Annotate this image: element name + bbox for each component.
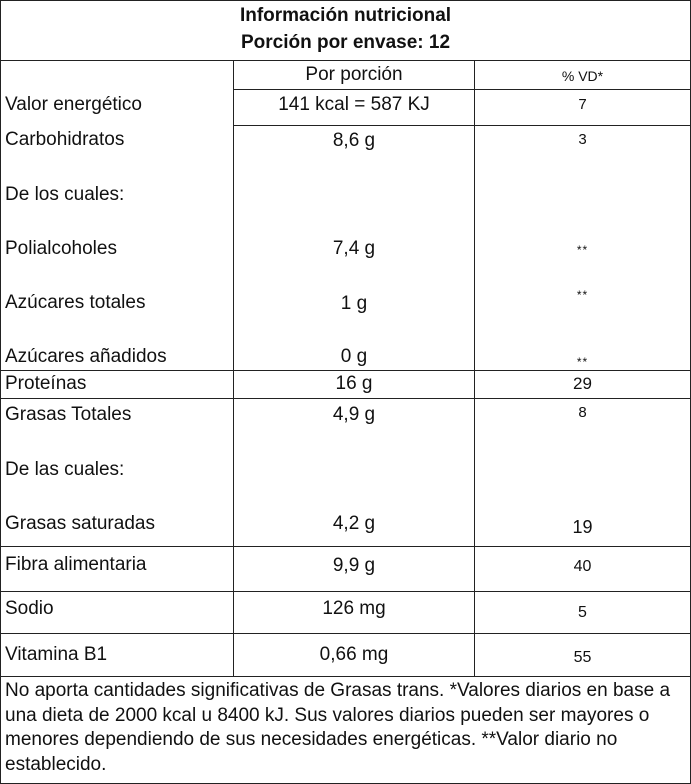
row-vd: 8	[578, 404, 587, 421]
row-name: Vitamina B1	[5, 644, 108, 665]
row-amount: 4,9 g	[332, 404, 376, 425]
column-header-per-portion: Por porción	[305, 64, 403, 85]
rule-header	[1, 60, 690, 61]
row-amount: 4,2 g	[332, 513, 376, 534]
row-vd: **	[576, 355, 589, 369]
row-vd: 40	[573, 558, 592, 575]
rule-energy-bottom	[234, 125, 690, 126]
row-name: Polialcoholes	[5, 238, 117, 259]
portion-count: Porción por envase: 12	[240, 32, 451, 53]
row-amount: 126 mg	[322, 598, 386, 619]
row-vd: **	[576, 243, 589, 257]
table-title: Información nutricional	[239, 5, 452, 26]
row-name: De los cuales:	[5, 184, 125, 205]
row-amount: 141 kcal = 587 KJ	[278, 94, 430, 115]
row-name: Carbohidratos	[5, 129, 125, 150]
row-vd: 7	[578, 96, 587, 113]
row-name: Azúcares totales	[5, 292, 146, 313]
row-name: Proteínas	[5, 373, 87, 394]
row-amount: 0 g	[340, 346, 368, 367]
rule-vitamina-top	[1, 633, 690, 634]
row-vd: 19	[572, 517, 593, 537]
row-amount: 8,6 g	[332, 130, 376, 151]
rule-sodio-top	[1, 591, 690, 592]
row-amount: 16 g	[335, 373, 373, 394]
row-vd: 5	[578, 604, 587, 621]
rule-grasas-top	[1, 398, 690, 399]
row-amount: 7,4 g	[332, 238, 376, 259]
footer-note: No aporta cantidades significativas de Grasas trans. *Valores diarios en base a una dieta de 2000 kcal u 8400 kJ. Sus valores diarios pueden ser mayores o menores dependiendo de sus necesidades energéticas. **Valor diario no establecido.	[5, 680, 671, 775]
row-name: Valor energético	[5, 94, 142, 115]
row-vd: 3	[578, 131, 587, 148]
row-name: Grasas saturadas	[5, 513, 155, 534]
row-amount: 0,66 mg	[319, 644, 389, 665]
row-name: Sodio	[5, 598, 54, 619]
column-divider-left	[233, 60, 234, 676]
row-amount: 1 g	[340, 293, 368, 314]
column-header-vd: % VD*	[561, 68, 604, 84]
row-name: Azúcares añadidos	[5, 346, 167, 367]
row-vd: 55	[573, 649, 592, 666]
row-name: Grasas Totales	[5, 404, 132, 425]
row-vd: 29	[573, 374, 592, 393]
rule-footer-top	[1, 676, 690, 677]
row-vd: **	[576, 288, 589, 302]
row-name: Fibra alimentaria	[5, 554, 147, 575]
rule-column-header	[234, 89, 690, 90]
rule-fibra-top	[1, 546, 690, 547]
row-amount: 9,9 g	[332, 555, 376, 576]
row-name: De las cuales:	[5, 459, 125, 480]
